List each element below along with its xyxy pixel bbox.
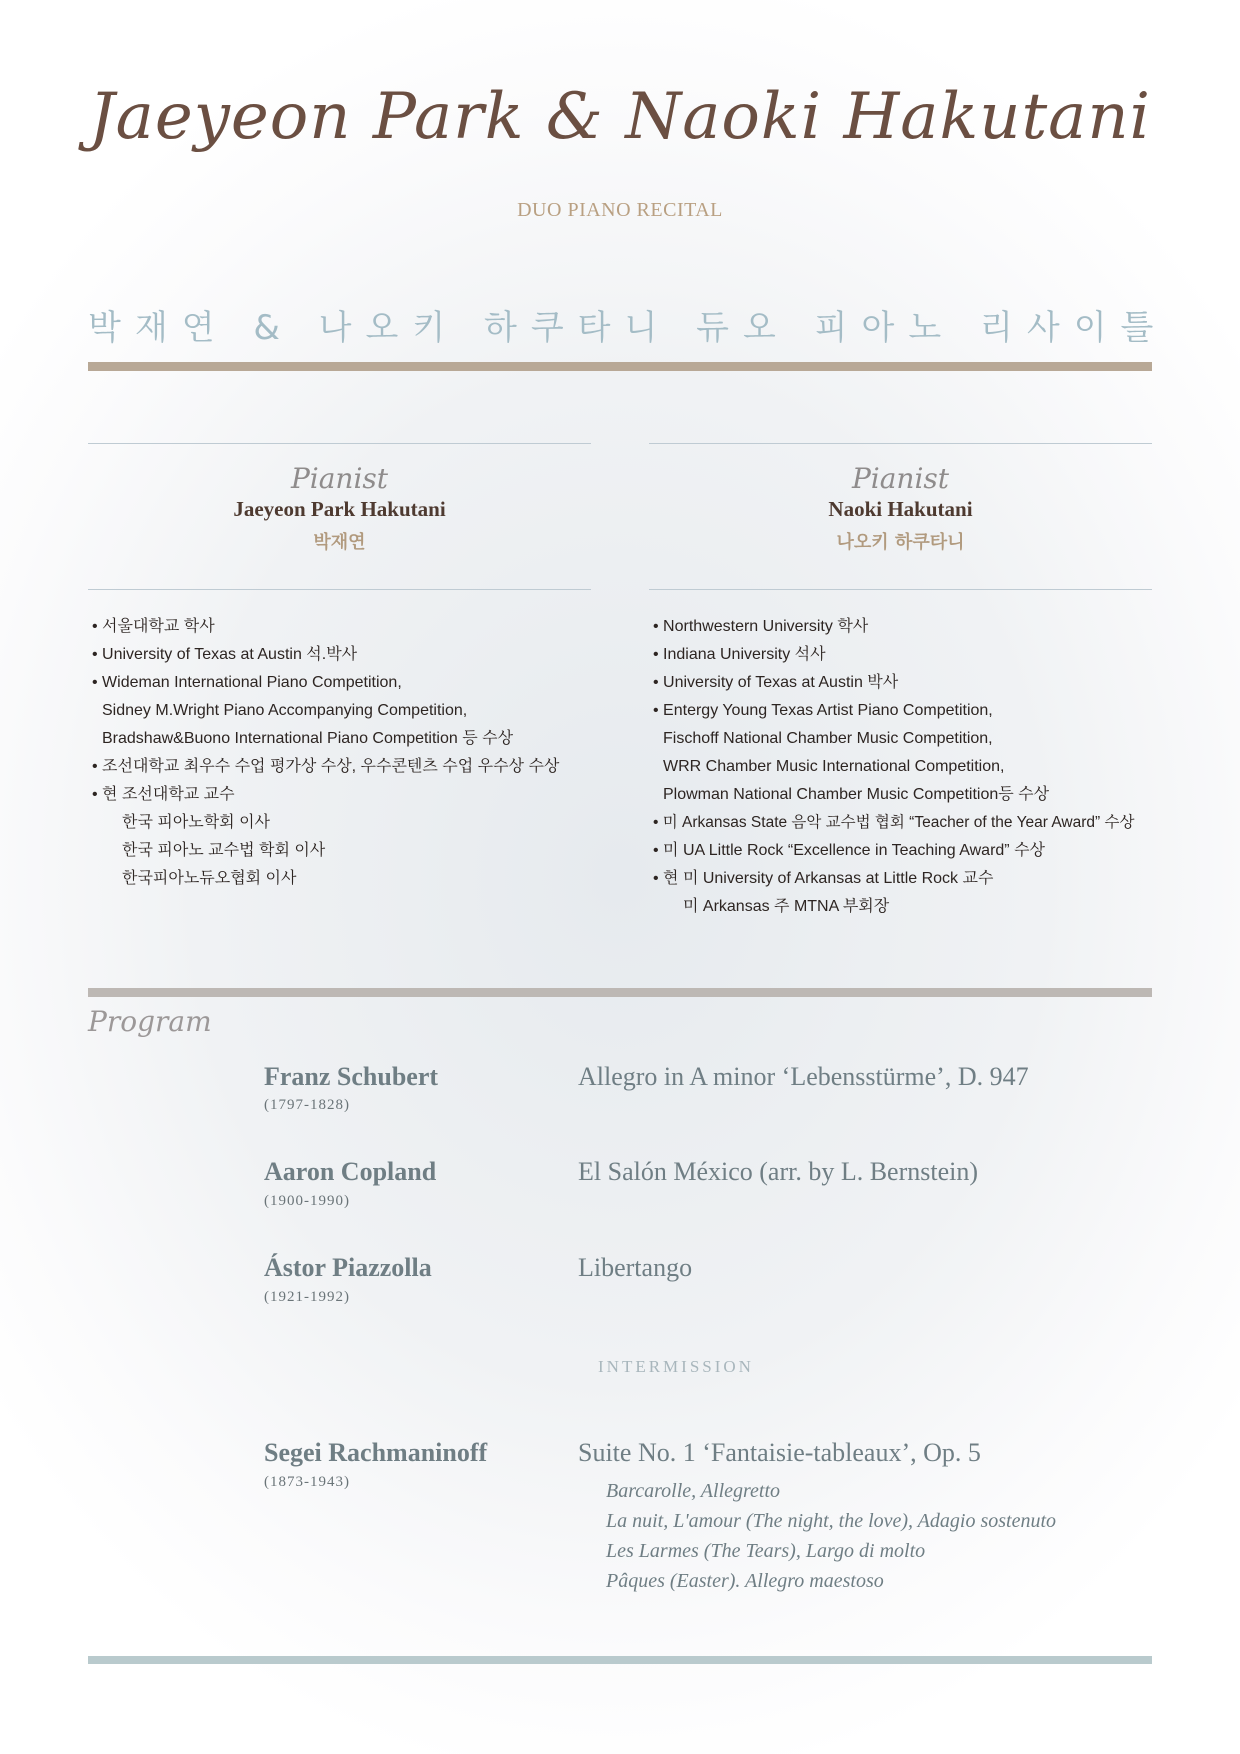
subtitle: DUO PIANO RECITAL	[517, 199, 723, 221]
bio-item: • University of Texas at Austin 박사	[653, 669, 1134, 697]
bio-item: • University of Texas at Austin 석.박사	[92, 641, 559, 669]
pianist-script-label: Pianist	[290, 462, 389, 495]
bio-item: • 미 UA Little Rock “Excellence in Teaching Award” 수상	[653, 837, 1134, 865]
bio-item: • 현 미 University of Arkansas at Little Rock 교수	[653, 865, 1134, 893]
composer-years: (1873-1943)	[264, 1474, 350, 1490]
bio-list-2	[653, 613, 1134, 921]
pianist-korean-name: 박재연	[313, 532, 366, 553]
bio-item: • 현 조선대학교 교수	[92, 781, 559, 809]
intermission-label: INTERMISSION	[598, 1357, 754, 1376]
bio-item: Sidney M.Wright Piano Accompanying Competition,	[102, 702, 468, 719]
pianist-script-label: Pianist	[851, 462, 950, 495]
pianist-name: Jaeyeon Park Hakutani	[233, 497, 446, 521]
bio-item: Plowman National Chamber Music Competition등 수상	[663, 786, 1050, 803]
divider-bar-middle	[88, 988, 1152, 997]
pianist-korean-name: 나오키 하쿠타니	[836, 532, 965, 553]
composer-name: Franz Schubert	[264, 1062, 439, 1091]
bio-item: • Wideman International Piano Competition,	[92, 669, 559, 697]
movement-item: Barcarolle, Allegretto	[606, 1480, 781, 1502]
bio-item: • Entergy Young Texas Artist Piano Competition,	[653, 697, 1134, 725]
composer-years: (1797-1828)	[264, 1097, 350, 1113]
bio-list-1	[92, 613, 559, 893]
pianist-header-1	[88, 462, 591, 554]
bio-item: • Northwestern University 학사	[653, 613, 1134, 641]
divider-bar-bottom	[88, 1656, 1152, 1664]
movement-item: Les Larmes (The Tears), Largo di molto	[606, 1540, 926, 1562]
work-title: Suite No. 1 ‘Fantaisie-tableaux’, Op. 5	[578, 1438, 981, 1467]
bio-item: 한국피아노듀오협회 이사	[122, 870, 297, 887]
bio-item: • 미 Arkansas State 음악 교수법 협회 “Teacher of the Year Award” 수상	[653, 809, 1134, 837]
composer-name: Ástor Piazzolla	[264, 1253, 432, 1282]
bio-item: Fischoff National Chamber Music Competition,	[663, 730, 993, 747]
divider-line	[649, 443, 1152, 444]
work-title: Libertango	[578, 1253, 693, 1282]
divider-line	[88, 443, 591, 444]
movement-item: Pâques (Easter). Allegro maestoso	[606, 1570, 884, 1592]
composer-name: Aaron Copland	[264, 1157, 437, 1186]
pianist-name: Naoki Hakutani	[828, 497, 973, 521]
bio-item: • 서울대학교 학사	[92, 613, 559, 641]
composer-years: (1900-1990)	[264, 1193, 350, 1209]
divider-line	[649, 589, 1152, 590]
bio-item: 미 Arkansas 주 MTNA 부회장	[683, 898, 890, 915]
korean-title: 박재연 & 나오키 하쿠타니 듀오 피아노 리사이틀	[88, 308, 1168, 348]
bio-item: 한국 피아노 교수법 학회 이사	[122, 842, 326, 859]
program-script-label: Program	[88, 1005, 212, 1038]
composer-years: (1921-1992)	[264, 1289, 350, 1305]
bio-item: • 조선대학교 최우수 수업 평가상 수상, 우수콘텐츠 수업 우수상 수상	[92, 753, 559, 781]
divider-bar-top	[88, 362, 1152, 371]
bio-item: WRR Chamber Music International Competition,	[663, 758, 1005, 775]
work-title: El Salón México (arr. by L. Bernstein)	[578, 1157, 979, 1186]
pianist-header-2	[649, 462, 1152, 554]
movement-item: La nuit, L'amour (The night, the love), Adagio sostenuto	[606, 1510, 1057, 1532]
title-script: Jaeyeon Park & Naoki Hakutani	[89, 80, 1151, 154]
bio-item: 한국 피아노학회 이사	[122, 814, 270, 831]
bio-item: • Indiana University 석사	[653, 641, 1134, 669]
composer-name: Segei Rachmaninoff	[264, 1438, 488, 1467]
bio-item: Bradshaw&Buono International Piano Competition 등 수상	[102, 730, 514, 747]
work-title: Allegro in A minor ‘Lebensstürme’, D. 947	[578, 1062, 1029, 1091]
divider-line	[88, 589, 591, 590]
